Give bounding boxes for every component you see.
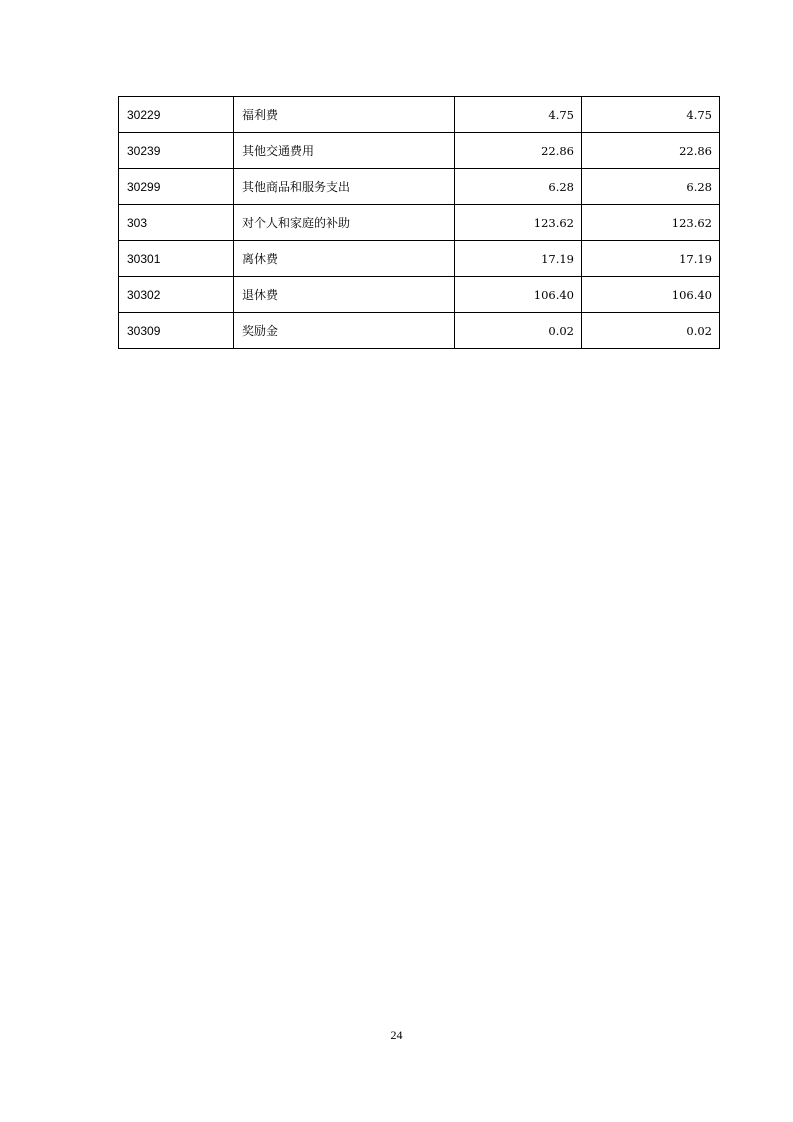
amount-value-1: 4.75 [455,97,582,133]
account-name: 对个人和家庭的补助 [234,205,455,241]
table-row [119,277,720,313]
expenditure-table [118,96,720,349]
amount-value-1: 22.86 [455,133,582,169]
account-code: 30301 [119,241,234,277]
table-row [119,169,720,205]
table-row [119,205,720,241]
amount-value-1: 106.40 [455,277,582,313]
account-name: 福利费 [234,97,455,133]
amount-value-1: 123.62 [455,205,582,241]
amount-value-1: 6.28 [455,169,582,205]
account-name: 退休费 [234,277,455,313]
table-row [119,241,720,277]
page-number: 24 [390,1028,403,1042]
table-row [119,133,720,169]
amount-value-2: 0.02 [582,313,720,349]
account-name: 奖励金 [234,313,455,349]
amount-value-2: 4.75 [582,97,720,133]
account-name: 离休费 [234,241,455,277]
table-row [119,97,720,133]
account-code: 30239 [119,133,234,169]
amount-value-2: 17.19 [582,241,720,277]
amount-value-1: 0.02 [455,313,582,349]
amount-value-2: 106.40 [582,277,720,313]
amount-value-1: 17.19 [455,241,582,277]
account-name: 其他交通费用 [234,133,455,169]
account-code: 30302 [119,277,234,313]
amount-value-2: 123.62 [582,205,720,241]
account-code: 303 [119,205,234,241]
account-code: 30309 [119,313,234,349]
account-name: 其他商品和服务支出 [234,169,455,205]
amount-value-2: 6.28 [582,169,720,205]
table-row [119,313,720,349]
account-code: 30229 [119,97,234,133]
amount-value-2: 22.86 [582,133,720,169]
account-code: 30299 [119,169,234,205]
